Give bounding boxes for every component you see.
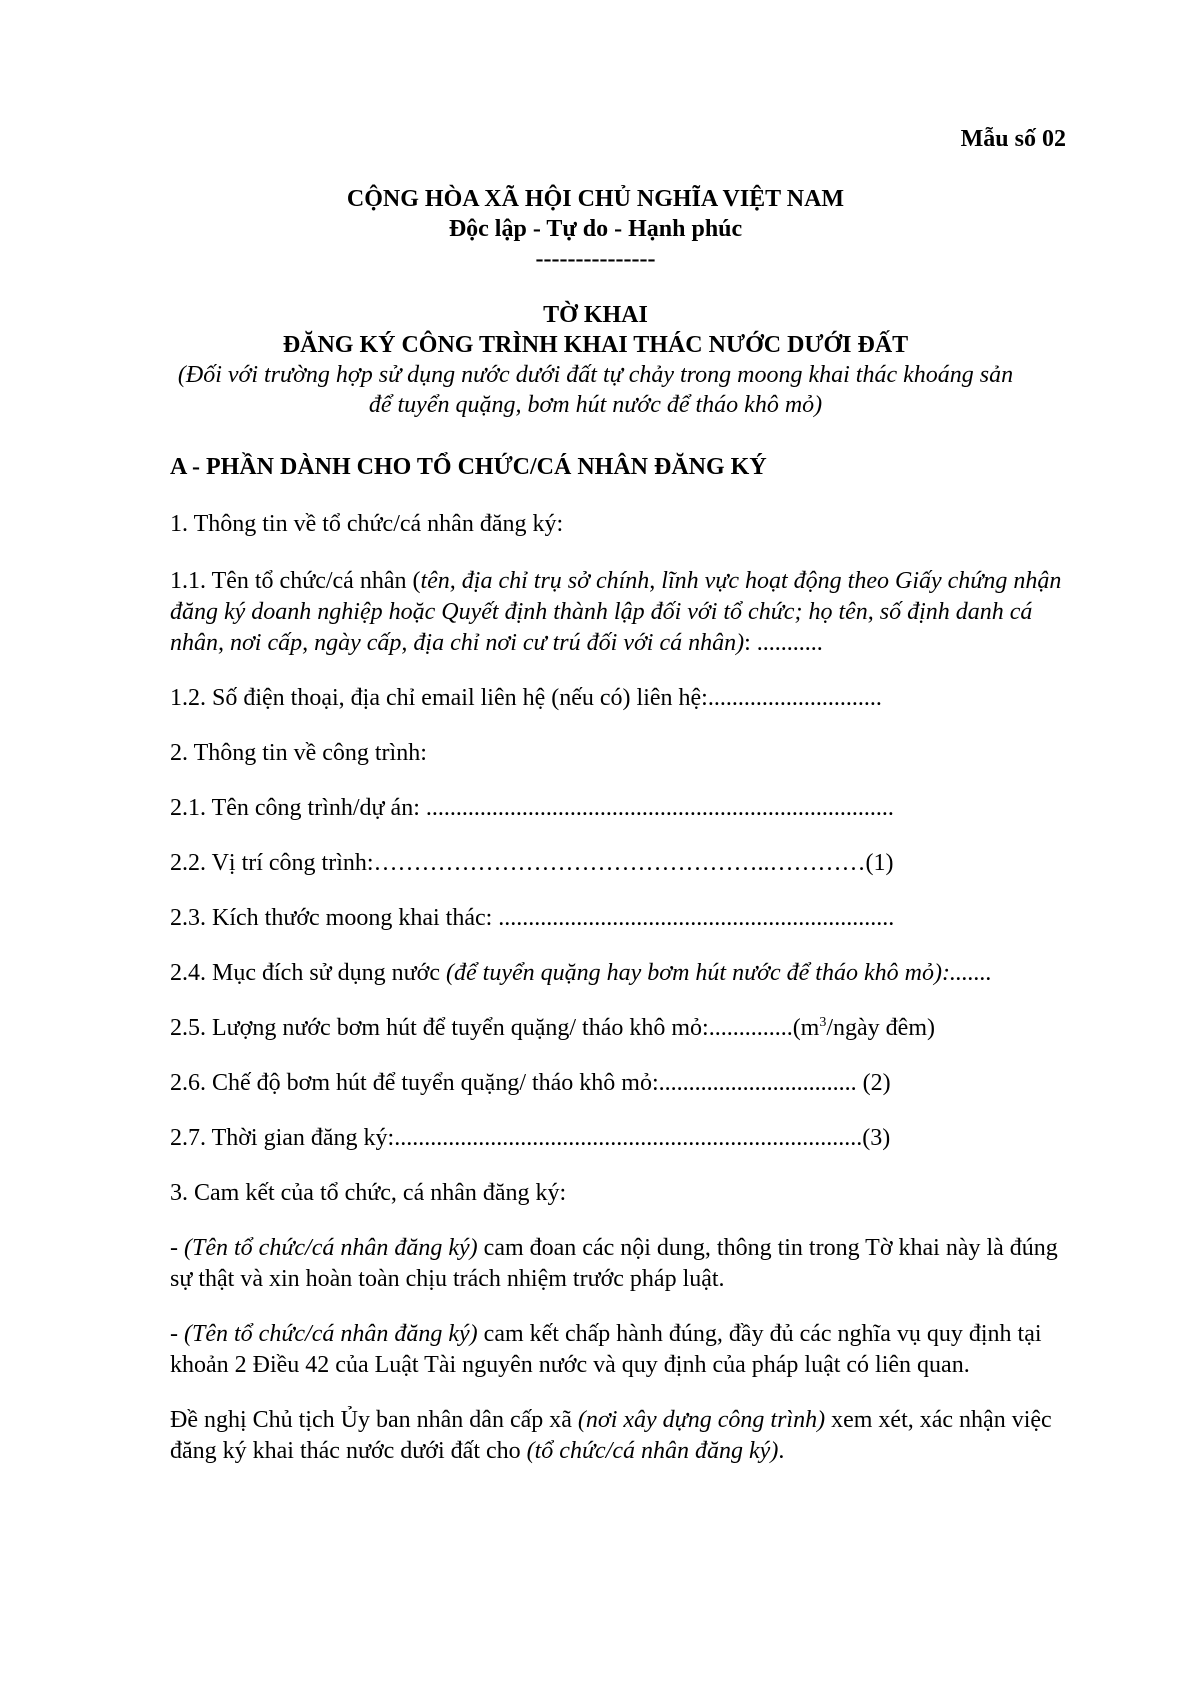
- section-3-heading: 3. Cam kết của tổ chức, cá nhân đăng ký:: [170, 1180, 567, 1206]
- commitment-1-text: cam đoan các nội dung, thông tin trong Tờ khai này là đúng sự thật và xin hoàn toàn chịu trách nhiệm trước pháp luật.: [170, 1235, 1058, 1292]
- header-separator: ---------------: [535, 246, 656, 272]
- field-1-1-label: 1.1. Tên tổ chức/cá nhân (: [170, 568, 421, 594]
- field-2-3: 2.3. Kích thước moong khai thác: ..................................................................: [170, 905, 895, 931]
- proposal-paragraph: [170, 1405, 1080, 1467]
- field-1-1: [170, 566, 1080, 659]
- commitment-1-dash: -: [170, 1235, 184, 1261]
- document-title-block: [0, 300, 1191, 420]
- national-title: CỘNG HÒA XÃ HỘI CHỦ NGHĨA VIỆT NAM: [346, 186, 845, 212]
- field-2-4-hint: (để tuyển quặng hay bơm hút nước để tháo khô mỏ):.......: [446, 960, 992, 986]
- section-2-heading: 2. Thông tin về công trình:: [170, 740, 427, 766]
- proposal-text-1: Đề nghị Chủ tịch Ủy ban nhân dân cấp xã: [170, 1407, 578, 1433]
- proposal-location-placeholder: (nơi xây dựng công trình): [577, 1407, 826, 1433]
- proposal-text-2: xem xét, xác nhận việc đăng ký khai thác nước dưới đất cho: [170, 1407, 1052, 1464]
- field-2-1: 2.1. Tên công trình/dự án: ..............................................................................: [170, 795, 894, 821]
- field-2-4-label: 2.4. Mục đích sử dụng nước: [170, 960, 447, 986]
- commitment-2: [170, 1319, 1080, 1381]
- section-a-heading: A - PHẦN DÀNH CHO TỔ CHỨC/CÁ NHÂN ĐĂNG KÝ: [170, 454, 767, 480]
- field-1-1-blank: : ...........: [744, 630, 823, 656]
- national-motto: Độc lập - Tự do - Hạnh phúc: [448, 216, 743, 242]
- national-header: [0, 184, 1191, 274]
- field-2-6: 2.6. Chế độ bơm hút để tuyển quặng/ tháo khô mỏ:................................. (2): [170, 1070, 891, 1096]
- field-2-5-label: 2.5. Lượng nước bơm hút để tuyển quặng/ tháo khô mỏ:..............(m: [170, 1015, 820, 1041]
- document-title: TỜ KHAI: [543, 302, 648, 328]
- commitment-2-placeholder: (Tên tổ chức/cá nhân đăng ký): [184, 1321, 478, 1347]
- document-subtitle: ĐĂNG KÝ CÔNG TRÌNH KHAI THÁC NƯỚC DƯỚI ĐẤT: [282, 332, 909, 358]
- field-2-7: 2.7. Thời gian đăng ký:..............................................................................(3): [170, 1125, 891, 1151]
- form-body: [170, 452, 1080, 1467]
- field-2-4: [170, 958, 1080, 989]
- document-note-line-1: (Đối với trường hợp sử dụng nước dưới đất tự chảy trong moong khai thác khoáng sản: [177, 362, 1014, 388]
- field-2-5: [170, 1013, 1080, 1044]
- field-1-1-hint: tên, địa chỉ trụ sở chính, lĩnh vực hoạt động theo Giấy chứng nhận đăng ký doanh nghiệp hoặc Quyết định thành lập đối với tổ chức; họ tên, số định danh cá nhân, nơi cấp, ngày cấp, địa chỉ nơi cư trú đối với cá nhân): [170, 568, 1062, 656]
- commitment-2-dash: -: [170, 1321, 184, 1347]
- commitment-1-placeholder: (Tên tổ chức/cá nhân đăng ký): [184, 1235, 478, 1261]
- form-number: Mẫu số 02: [960, 126, 1066, 152]
- commitment-1: [170, 1233, 1080, 1295]
- field-1-2: 1.2. Số điện thoại, địa chỉ email liên hệ (nếu có) liên hệ:.............................: [170, 685, 882, 711]
- field-2-5-unit-exponent: 3: [819, 1015, 827, 1030]
- section-1-heading: 1. Thông tin về tổ chức/cá nhân đăng ký:: [170, 511, 564, 537]
- field-2-5-unit: /ngày đêm): [826, 1015, 935, 1041]
- document-note-line-2: để tuyển quặng, bơm hút nước để tháo khô mỏ): [368, 392, 823, 418]
- proposal-registrant-placeholder: (tổ chức/cá nhân đăng ký): [526, 1438, 779, 1464]
- field-2-2: 2.2. Vị trí công trình:…………………………………………..…………(1): [170, 850, 894, 876]
- proposal-text-3: .: [778, 1438, 785, 1464]
- commitment-2-text: cam kết chấp hành đúng, đầy đủ các nghĩa vụ quy định tại khoản 2 Điều 42 của Luật Tài nguyên nước và quy định của pháp luật có liên quan.: [170, 1321, 1042, 1378]
